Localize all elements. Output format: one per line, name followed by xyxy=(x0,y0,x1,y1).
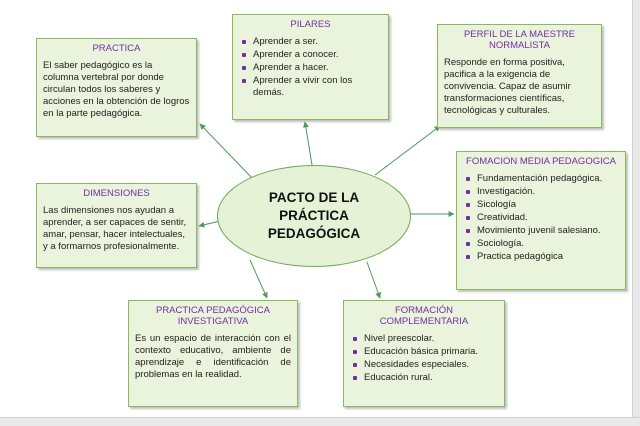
list-item: Aprender a vivir con los demás. xyxy=(239,75,382,99)
pilares-title: PILARES xyxy=(290,19,331,30)
formacion-media-list xyxy=(463,173,619,263)
formacion-media-box xyxy=(456,151,626,290)
dimensiones-text: Las dimensiones nos ayudan a aprender, a ser capaces de sentir, amar, pensar, hacer intelectuales, y a formarnos profesionalmente. xyxy=(43,205,187,252)
formacion-complementaria-title: FORMACIÓN COMPLEMENTARIA xyxy=(379,305,469,327)
list-item: Sociología. xyxy=(463,238,619,250)
practica-investigativa-box xyxy=(128,300,298,407)
arrow-to-formacion-complementaria xyxy=(367,262,380,298)
list-item: Movimiento juvenil salesiano. xyxy=(463,225,619,237)
list-item: Aprender a hacer. xyxy=(239,62,382,74)
pilares-list xyxy=(239,36,382,99)
list-item: Fundamentación pedagógica. xyxy=(463,173,619,185)
pilares-box xyxy=(232,14,389,120)
practica-investigativa-text: Es un espacio de interacción con el contexto educativo, ambiente de aprendizaje e identificación de problemas en la realidad. xyxy=(135,333,291,380)
practica-text: El saber pedagógico es la columna vertebral por donde circulan todos los saberes y acciones en la obtención de logros en la parte pedagógica. xyxy=(43,60,190,119)
formacion-complementaria-box xyxy=(343,300,505,407)
dimensiones-box xyxy=(36,183,197,268)
list-item: Nivel preescolar. xyxy=(350,333,498,345)
arrow-to-perfil xyxy=(375,126,440,175)
list-item: Necesidades especiales. xyxy=(350,359,498,371)
perfil-title: PERFIL DE LA MAESTRE NORMALISTA xyxy=(463,29,576,51)
list-item: Educación básica primaria. xyxy=(350,346,498,358)
formacion-complementaria-list xyxy=(350,333,498,384)
list-item: Aprender a conocer. xyxy=(239,49,382,61)
arrow-to-pilares xyxy=(305,122,312,165)
dimensiones-title: DIMENSIONES xyxy=(83,188,150,199)
arrow-to-practica xyxy=(200,124,252,178)
central-concept-ellipse: PACTO DE LA PRÁCTICA PEDAGÓGICA xyxy=(217,165,411,267)
list-item: Practica pedagógica xyxy=(463,251,619,263)
list-item: Educación rural. xyxy=(350,372,498,384)
list-item: Investigación. xyxy=(463,186,619,198)
practica-title: PRACTICA xyxy=(92,43,141,54)
practica-investigativa-title: PRACTICA PEDAGÓGICA INVESTIGATIVA xyxy=(155,305,271,327)
arrow-to-practica-investigativa xyxy=(250,260,267,298)
perfil-text: Responde en forma positiva, pacifica a la exigencia de convivencia. Capaz de asumir transformaciones científicas, tecnológicas y culturales. xyxy=(444,57,571,116)
list-item: Creatividad. xyxy=(463,212,619,224)
list-item: Aprender a ser. xyxy=(239,36,382,48)
list-item: Sicología xyxy=(463,199,619,211)
practica-box xyxy=(36,38,197,137)
perfil-box xyxy=(437,24,602,128)
formacion-media-title: FOMACION MEDIA PEDAGOGICA xyxy=(466,156,616,167)
